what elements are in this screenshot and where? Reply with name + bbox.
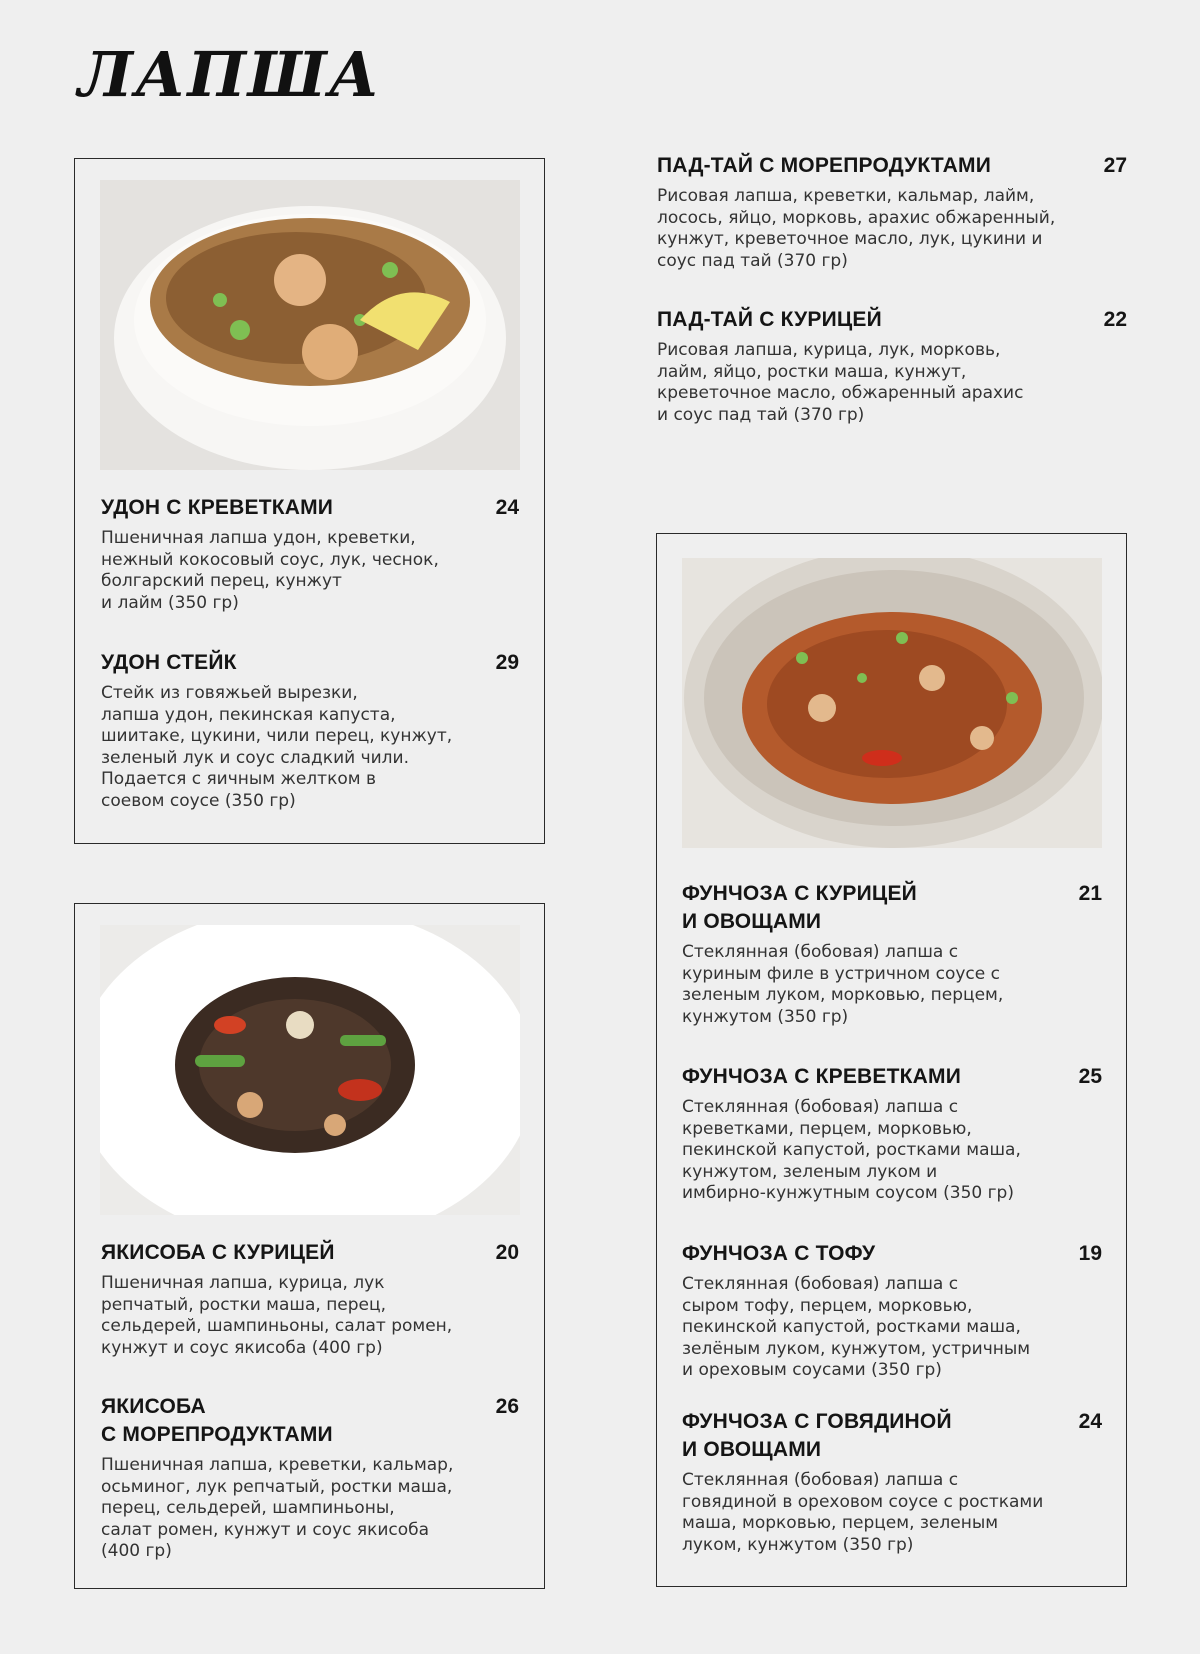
menu-item-udon-steak [101,649,519,812]
yakisoba-photo [100,925,520,1215]
item-title: УДОН СТЕЙК [101,651,237,674]
item-price: 24 [495,496,519,519]
item-description: Стеклянная (бобовая) лапша с куриным филе в устричном соусе с зеленым луком, морковью, перцем, кунжутом (350 гр) [682,942,1004,1027]
menu-item-padthai-seafood [657,152,1127,272]
item-price: 19 [1078,1242,1102,1265]
noodle-bowl-icon [100,180,520,470]
menu-item-funchoza-shrimp [682,1063,1102,1205]
item-description: Пшеничная лапша, курица, лук репчатый, ростки маша, перец, сельдерей, шампиньоны, салат ромен, кунжут и соус якисоба (400 гр) [101,1273,453,1358]
udon-shrimp-photo [100,180,520,470]
item-title: ЯКИСОБА С КУРИЦЕЙ [101,1241,335,1264]
funchoza-photo [682,558,1102,848]
item-price: 22 [1103,308,1127,331]
item-title: УДОН С КРЕВЕТКАМИ [101,496,334,519]
menu-item-padthai-chicken [657,306,1127,426]
item-price: 20 [495,1241,519,1264]
noodle-bowl-icon [682,558,1102,848]
item-title: ФУНЧОЗА С КУРИЦЕЙ И ОВОЩАМИ [682,882,917,933]
item-description: Стеклянная (бобовая) лапша с креветками, перцем, морковью, пекинской капустой, ростками маша, кунжутом, зеленым луком и имбирно-кунжутным соусом (350 гр) [682,1097,1021,1203]
item-title: ФУНЧОЗА С ГОВЯДИНОЙ И ОВОЩАМИ [682,1410,952,1461]
menu-item-udon-shrimp [101,494,519,614]
menu-item-funchoza-beef [682,1408,1102,1556]
item-description: Рисовая лапша, креветки, кальмар, лайм, лосось, яйцо, морковь, арахис обжаренный, кунжут, креветочное масло, лук, цукини и соус пад тай (370 гр) [657,186,1056,271]
item-description: Рисовая лапша, курица, лук, морковь, лайм, яйцо, ростки маша, кунжут, креветочное масло, обжаренный арахис и соус пад тай (370 гр) [657,340,1024,425]
item-title: ПАД-ТАЙ С КУРИЦЕЙ [657,308,882,331]
page-title: ЛАПША [78,38,382,111]
item-description: Стеклянная (бобовая) лапша с сыром тофу, перцем, морковью, пекинской капустой, ростками маша, зелёным луком, кунжутом, устричным и ореховым соусами (350 гр) [682,1274,1031,1380]
item-description: Стеклянная (бобовая) лапша с говядиной в ореховом соусе с ростками маша, морковью, перцем, зеленым луком, кунжутом (350 гр) [682,1470,1044,1555]
item-title: ПАД-ТАЙ С МОРЕПРОДУКТАМИ [657,154,991,177]
item-title: ФУНЧОЗА С ТОФУ [682,1242,876,1265]
menu-item-funchoza-tofu [682,1240,1102,1382]
item-title: ФУНЧОЗА С КРЕВЕТКАМИ [682,1065,961,1088]
item-price: 21 [1078,882,1102,905]
menu-item-funchoza-chicken [682,880,1102,1028]
menu-item-yakisoba-chicken [101,1239,519,1359]
item-title: ЯКИСОБА С МОРЕПРОДУКТАМИ [101,1395,333,1446]
item-price: 24 [1078,1410,1102,1433]
item-price: 29 [495,651,519,674]
menu-item-yakisoba-seafood [101,1393,519,1563]
item-price: 25 [1078,1065,1102,1088]
item-price: 26 [495,1395,519,1418]
item-description: Пшеничная лапша удон, креветки, нежный кокосовый соус, лук, чеснок, болгарский перец, кунжут и лайм (350 гр) [101,528,439,613]
item-price: 27 [1103,154,1127,177]
noodle-plate-icon [100,925,520,1215]
item-description: Пшеничная лапша, креветки, кальмар, осьминог, лук репчатый, ростки маша, перец, сельдерей, шампиньоны, салат ромен, кунжут и соус якисоба (400 гр) [101,1455,454,1561]
item-description: Стейк из говяжьей вырезки, лапша удон, пекинская капуста, шиитаке, цукини, чили перец, кунжут, зеленый лук и соус сладкий чили. Подается с яичным желтком в соевом соусе (350 гр) [101,683,453,811]
